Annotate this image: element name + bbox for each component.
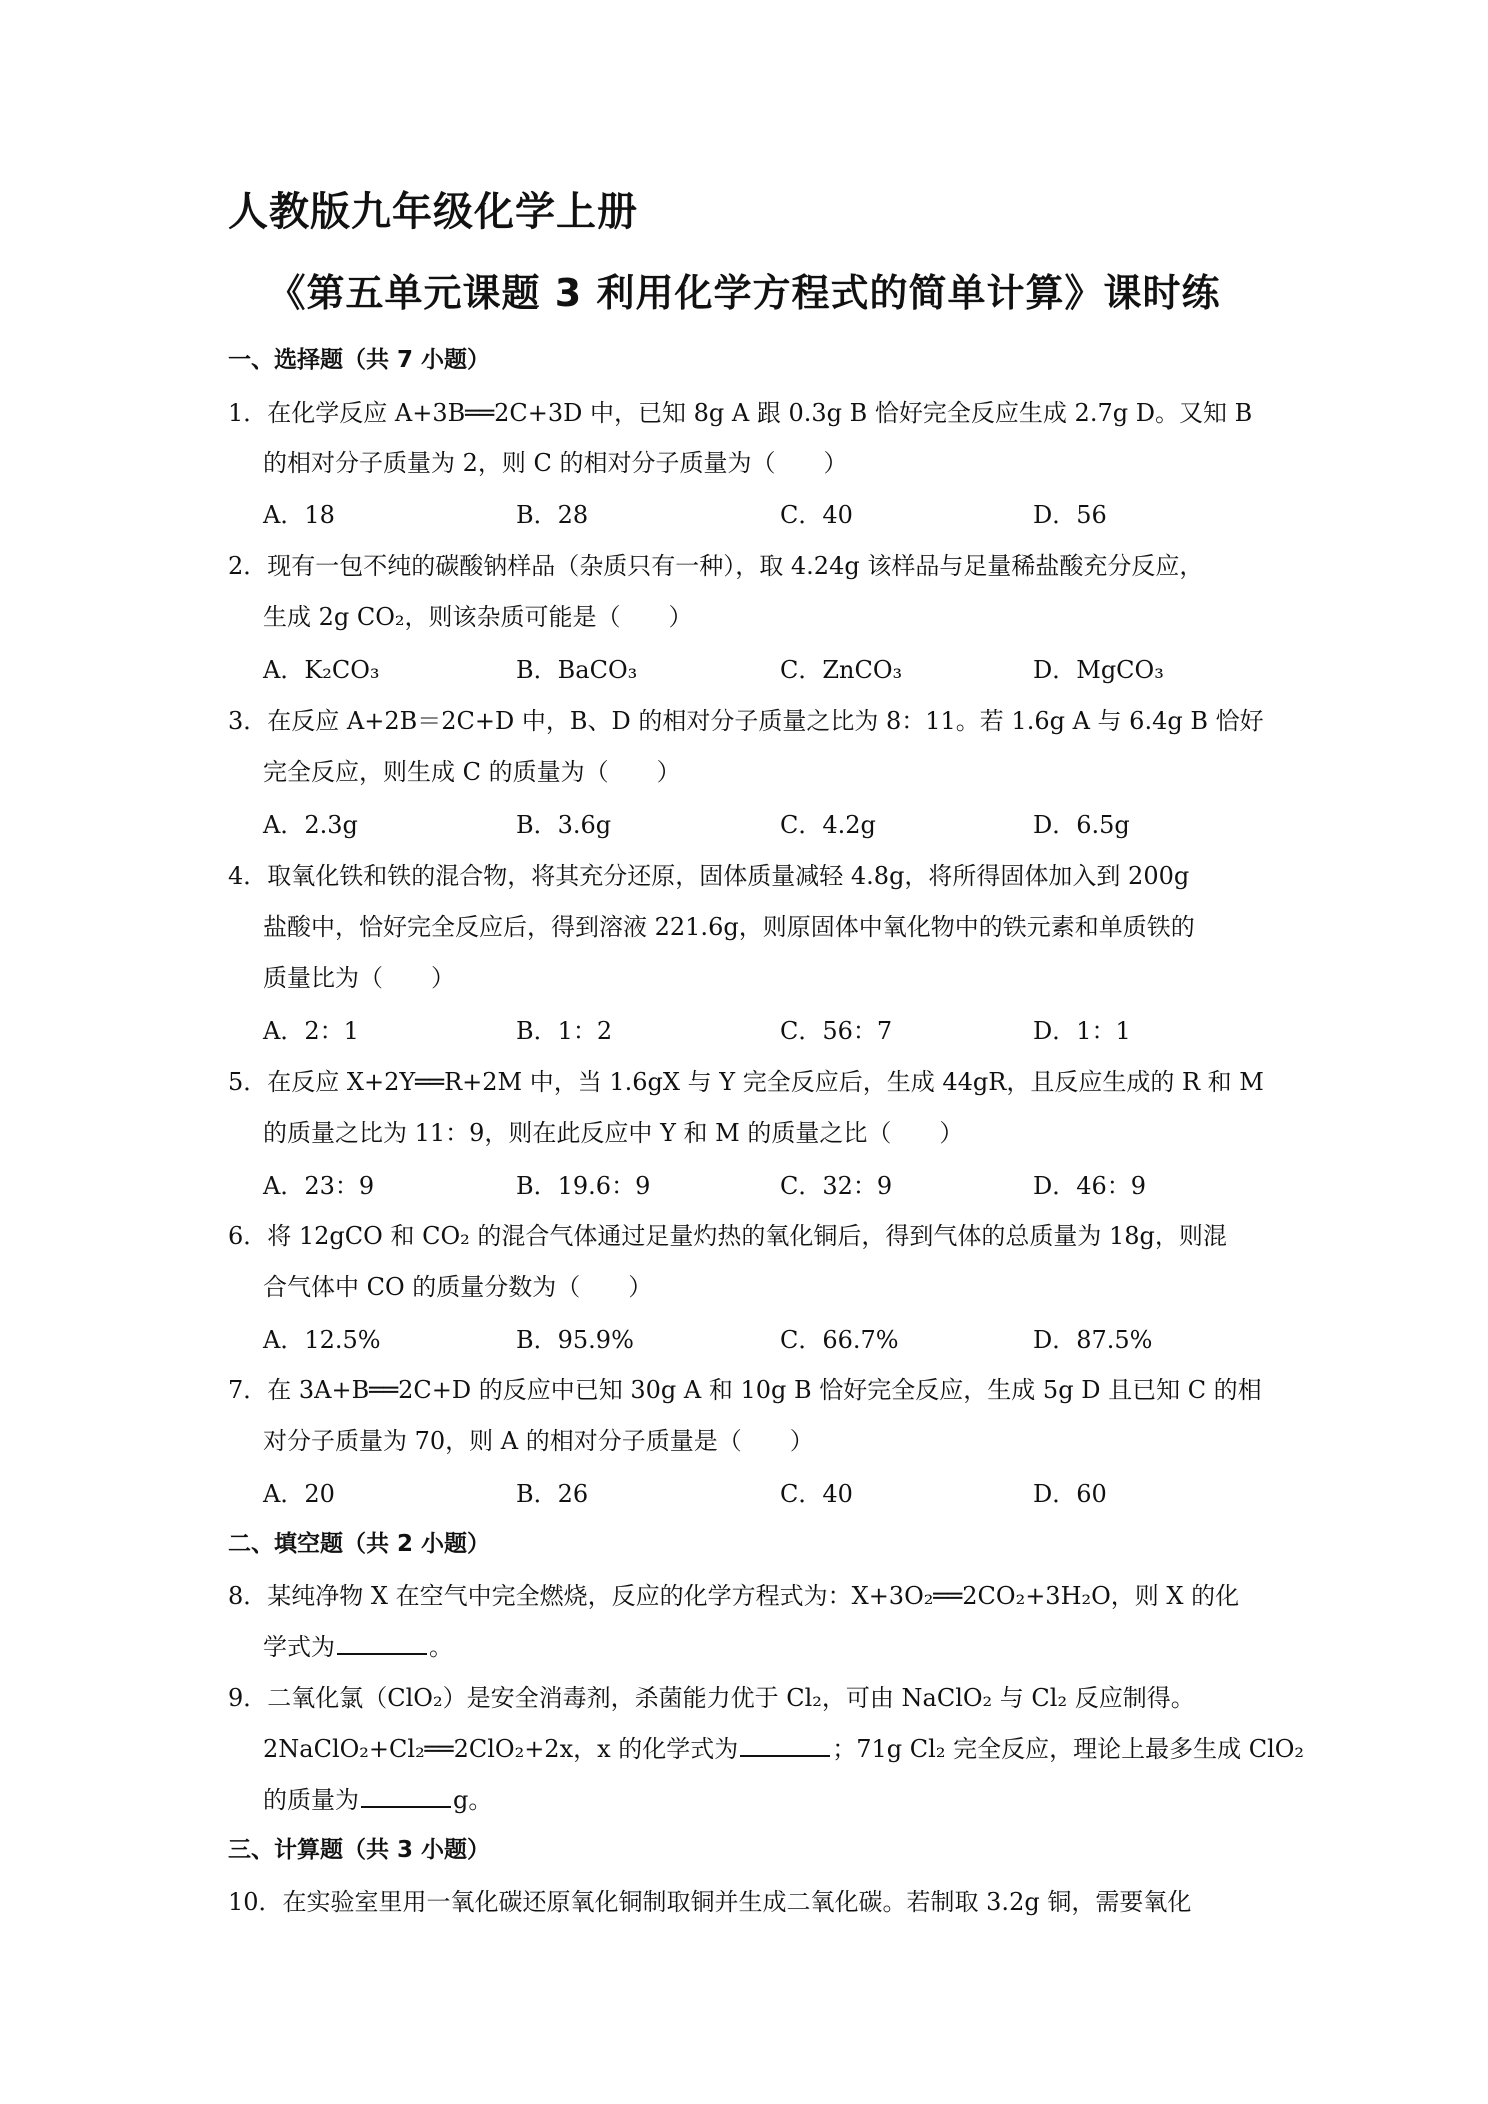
option-a: A．12.5%	[263, 1326, 381, 1354]
option-b: B．3.6g	[516, 811, 612, 839]
option-d: D．56	[1033, 501, 1107, 529]
section-heading-fill-in: 二、填空题（共 2 小题）	[228, 1531, 491, 1557]
option-d: D．60	[1033, 1480, 1107, 1508]
question-2-line-1: 2．现有一包不纯的碳酸钠样品（杂质只有一种），取 4.24g 该样品与足量稀盐酸充分反应，	[228, 552, 1204, 580]
option-d: D．1：1	[1033, 1017, 1131, 1045]
question-8-text-a: 学式为	[263, 1633, 335, 1661]
question-5-line-2: 的质量之比为 11：9，则在此反应中 Y 和 M 的质量之比（ ）	[263, 1119, 964, 1147]
option-d: D．46：9	[1033, 1172, 1147, 1200]
option-b: B．19.6：9	[516, 1172, 651, 1200]
question-6-line-1: 6．将 12gCO 和 CO₂ 的混合气体通过足量灼热的氧化铜后，得到气体的总质量为 18g，则混	[228, 1222, 1227, 1250]
question-1-options	[263, 495, 1263, 529]
question-1-line-1: 1．在化学反应 A+3B══2C+3D 中，已知 8g A 跟 0.3g B 恰好完全反应生成 2.7g D。又知 B	[228, 399, 1253, 427]
option-a: A．K₂CO₃	[263, 656, 380, 684]
option-b: B．28	[516, 501, 589, 529]
option-b: B．BaCO₃	[516, 656, 638, 684]
question-2-line-2: 生成 2g CO₂，则该杂质可能是（ ）	[263, 603, 693, 631]
question-5-options	[263, 1166, 1263, 1200]
question-3-options	[263, 805, 1263, 839]
question-9-text-a: 2NaClO₂+Cl₂══2ClO₂+2x，x 的化学式为	[263, 1735, 739, 1763]
option-c: C．40	[780, 501, 853, 529]
question-2-options	[263, 650, 1263, 684]
section-heading-choice: 一、选择题（共 7 小题）	[228, 347, 491, 373]
question-8-line-2	[263, 1627, 453, 1662]
question-9-line-1: 9．二氧化氯（ClO₂）是安全消毒剂，杀菌能力优于 Cl₂，可由 NaClO₂ 与 Cl₂ 反应制得。	[228, 1684, 1195, 1712]
document-title: 人教版九年级化学上册	[228, 189, 638, 235]
question-7-line-1: 7．在 3A+B══2C+D 的反应中已知 30g A 和 10g B 恰好完全反应，生成 5g D 且已知 C 的相	[228, 1376, 1262, 1404]
question-7-options	[263, 1474, 1263, 1508]
option-a: A．2：1	[263, 1017, 359, 1045]
question-6-options	[263, 1320, 1263, 1354]
option-a: A．20	[263, 1480, 335, 1508]
question-4-line-2: 盐酸中，恰好完全反应后，得到溶液 221.6g，则原固体中氧化物中的铁元素和单质铁的	[263, 913, 1195, 941]
question-4-line-3: 质量比为（ ）	[263, 964, 455, 992]
option-b: B．1：2	[516, 1017, 613, 1045]
option-a: A．23：9	[263, 1172, 375, 1200]
question-8-line-1: 8．某纯净物 X 在空气中完全燃烧，反应的化学方程式为：X+3O₂══2CO₂+3H₂O，则 X 的化	[228, 1582, 1240, 1610]
option-d: D．87.5%	[1033, 1326, 1153, 1354]
option-c: C．4.2g	[780, 811, 876, 839]
question-1-line-2: 的相对分子质量为 2，则 C 的相对分子质量为（ ）	[263, 449, 848, 477]
option-c: C．66.7%	[780, 1326, 899, 1354]
option-a: A．18	[263, 501, 335, 529]
question-3-line-2: 完全反应，则生成 C 的质量为（ ）	[263, 758, 681, 786]
question-9-line-2	[263, 1729, 1304, 1764]
question-9-text-b: ；71g Cl₂ 完全反应，理论上最多生成 ClO₂	[832, 1735, 1305, 1763]
question-4-line-1: 4．取氧化铁和铁的混合物，将其充分还原，固体质量减轻 4.8g，将所得固体加入到 200g	[228, 862, 1190, 890]
question-3-line-1: 3．在反应 A+2B＝2C+D 中，B、D 的相对分子质量之比为 8：11。若 1.6g A 与 6.4g B 恰好	[228, 707, 1264, 735]
option-c: C．56：7	[780, 1017, 893, 1045]
answer-blank[interactable]	[740, 1733, 830, 1757]
answer-blank[interactable]	[361, 1784, 451, 1808]
option-c: C．32：9	[780, 1172, 893, 1200]
question-6-line-2: 合气体中 CO 的质量分数为（ ）	[263, 1273, 653, 1301]
question-10-line-1: 10．在实验室里用一氧化碳还原氧化铜制取铜并生成二氧化碳。若制取 3.2g 铜，需要氧化	[228, 1888, 1192, 1916]
option-c: C．40	[780, 1480, 853, 1508]
question-4-options	[263, 1011, 1263, 1045]
option-c: C．ZnCO₃	[780, 656, 903, 684]
document-subtitle: 《第五单元课题 3 利用化学方程式的简单计算》课时练	[267, 271, 1221, 315]
question-9-text-d: g。	[453, 1786, 493, 1814]
question-9-text-c: 的质量为	[263, 1786, 359, 1814]
section-heading-calculation: 三、计算题（共 3 小题）	[228, 1837, 491, 1863]
question-5-line-1: 5．在反应 X+2Y══R+2M 中，当 1.6gX 与 Y 完全反应后，生成 44gR，且反应生成的 R 和 M	[228, 1068, 1264, 1096]
option-d: D．6.5g	[1033, 811, 1130, 839]
answer-blank[interactable]	[337, 1631, 427, 1655]
option-d: D．MgCO₃	[1033, 656, 1164, 684]
option-a: A．2.3g	[263, 811, 358, 839]
question-8-text-b: 。	[429, 1633, 453, 1661]
option-b: B．95.9%	[516, 1326, 634, 1354]
question-9-line-3	[263, 1780, 492, 1815]
question-7-line-2: 对分子质量为 70，则 A 的相对分子质量是（ ）	[263, 1427, 814, 1455]
option-b: B．26	[516, 1480, 589, 1508]
